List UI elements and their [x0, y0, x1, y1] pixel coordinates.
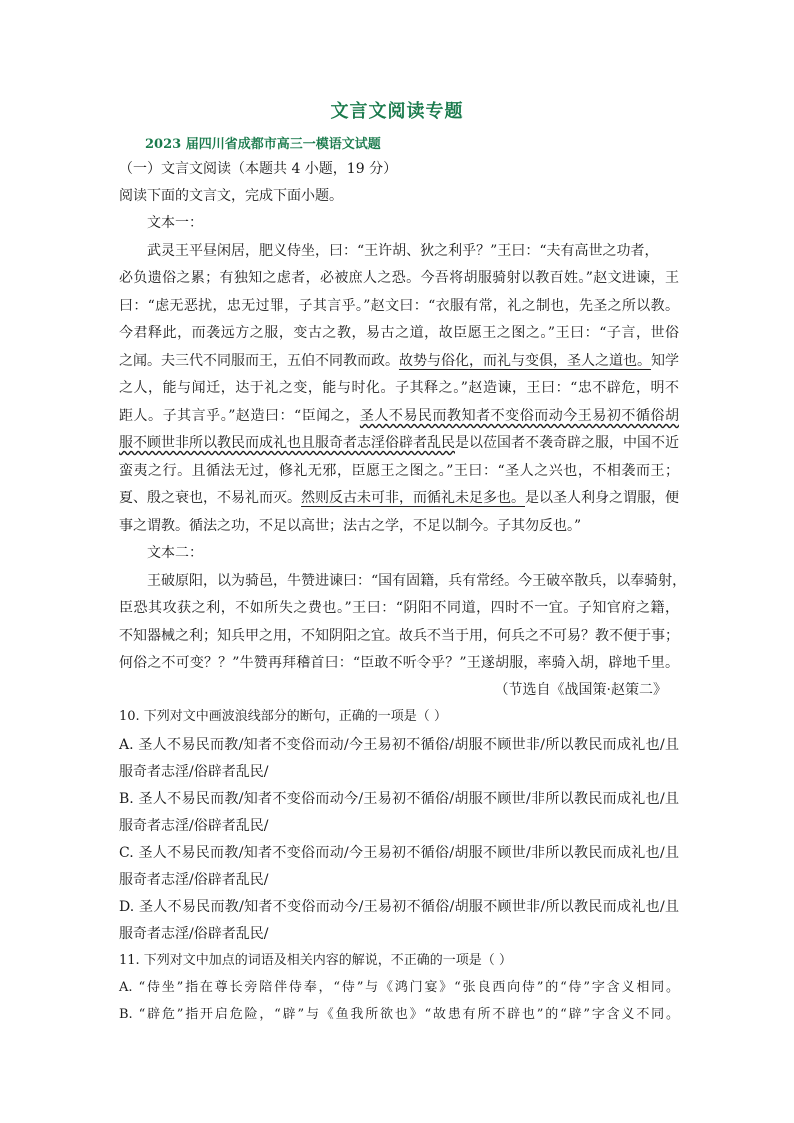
- section-header: （一）文言文阅读（本题共 4 小题，19 分）: [119, 161, 398, 177]
- passage-line: 何俗之不可变？？”牛赞再拜稽首曰：“臣敢不听令乎？”王遂胡服，率骑入胡，辟地千里。: [119, 655, 679, 671]
- text1-label: 文本一：: [147, 215, 203, 231]
- passage-line: 蛮夷之行。且循法无过，修礼无邪，臣愿王之图之。”王曰：“圣人之兴也，不相袭而王；: [119, 463, 679, 479]
- source-citation: （节选自《战国策·赵策二》: [494, 682, 667, 698]
- passage-line: 臣恐其攻获之利，不如所失之费也。”王曰：“阴阳不同道，四时不一宜。子知官府之籍，: [119, 600, 679, 616]
- option-b: B. “辟危”指开启危险，“辟”与《鱼我所欲也》“故患有所不辟也”的“辟”字含义不同。: [119, 1007, 679, 1022]
- question-10-stem: 10. 下列对文中画波浪线部分的断句，正确的一项是（ ）: [119, 709, 447, 724]
- passage-line: 之人，能与闻迁，达于礼之变，能与时化。子其释之。”赵造谏，王曰：“忠不辟危，明不: [119, 380, 679, 396]
- wavy-underlined-passage: 圣人不易民而教知者不变俗而动今王易初不循俗胡: [359, 408, 679, 424]
- instruction-text: 阅读下面的文言文，完成下面小题。: [119, 188, 343, 204]
- text2-label: 文本二：: [147, 545, 203, 561]
- document-title: 文言文阅读专题: [330, 101, 464, 122]
- underlined-sentence: 然则反古未可非，而循礼未足多也。: [301, 490, 525, 506]
- passage-line: 曰：“虑无恶扰，忠无过罪，子其言乎。”赵文曰：“衣服有常，礼之制也，先圣之所以教。: [119, 298, 679, 314]
- underlined-sentence: 故势与俗化，而礼与变俱，圣人之道也。: [399, 353, 651, 369]
- passage-line: 距人。子其言乎。”赵造曰：“臣闻之，圣人不易民而教知者不变俗而动今王易初不循俗胡: [119, 408, 679, 424]
- option-a: A. “侍坐”指在尊长旁陪伴侍奉，“侍”与《鸿门宴》“张良西向侍”的“侍”字含义相同。: [119, 980, 679, 995]
- passage-line: 必负遗俗之累；有独知之虑者，必被庶人之恐。今吾将胡服骑射以教百姓。”赵文进谏，王: [119, 270, 679, 286]
- passage-line: 不知器械之利；知兵甲之用，不知阴阳之宜。故兵不当于用，何兵之不可易？教不便于事；: [119, 628, 679, 644]
- question-11-stem: 11. 下列对文中加点的词语及相关内容的解说，不正确的一项是（ ）: [119, 953, 512, 968]
- option-a-cont: 服奇者志淫/俗辟者乱民/: [119, 764, 269, 780]
- passage-line: 之闻。夫三代不同服而王，五伯不同教而政。故势与俗化，而礼与变俱，圣人之道也。知学: [119, 353, 679, 369]
- option-b-cont: 服奇者志淫/俗辟者乱民/: [119, 818, 269, 834]
- option-c: C. 圣人不易民而教/知者不变俗而动/今王易初不循俗/胡服不顾世/非所以教民而成礼也/且: [119, 845, 679, 861]
- option-d: D. 圣人不易民而教/知者不变俗而动今/王易初不循俗/胡服不顾世非/所以教民而成礼也/且: [119, 899, 679, 915]
- passage-line: 服不顾世非所以教民而成礼也且服奇者志淫俗辟者乱民是以莅国者不袭奇辟之服，中国不近: [119, 435, 679, 451]
- option-c-cont: 服奇者志淫/俗辟者乱民/: [119, 872, 269, 888]
- passage-line: 夏、殷之衰也，不易礼而灭。然则反古未可非，而循礼未足多也。是以圣人利身之谓服，便: [119, 490, 679, 506]
- passage-line: 王破原阳，以为骑邑，牛赞进谏曰：“国有固籍，兵有常经。今王破卒散兵，以奉骑射，: [147, 573, 687, 589]
- option-a: A. 圣人不易民而教/知者不变俗而动/今王易初不循俗/胡服不顾世非/所以教民而成礼也/且: [119, 737, 679, 753]
- passage-line: 武灵王平昼闲居，肥义侍坐，曰：“王许胡、狄之利乎？”王曰：“夫有高世之功者，: [147, 243, 659, 259]
- option-d-cont: 服奇者志淫/俗辟者乱民/: [119, 926, 269, 942]
- passage-line: 事之谓教。循法之功，不足以高世；法古之学，不足以制今。子其勿反也。”: [119, 518, 582, 534]
- option-b: B. 圣人不易民而教/知者不变俗而动今/王易初不循俗/胡服不顾世/非所以教民而成礼也/且: [119, 791, 679, 807]
- exam-subtitle: 2023 届四川省成都市高三一模语文试题: [145, 137, 381, 152]
- passage-line: 今君释此，而袭远方之服，变古之教，易古之道，故臣愿王之图之。”王曰：“子言，世俗: [119, 325, 679, 341]
- wavy-underlined-passage: 服不顾世非所以教民而成礼也且服奇者志淫俗辟者乱民: [119, 435, 455, 451]
